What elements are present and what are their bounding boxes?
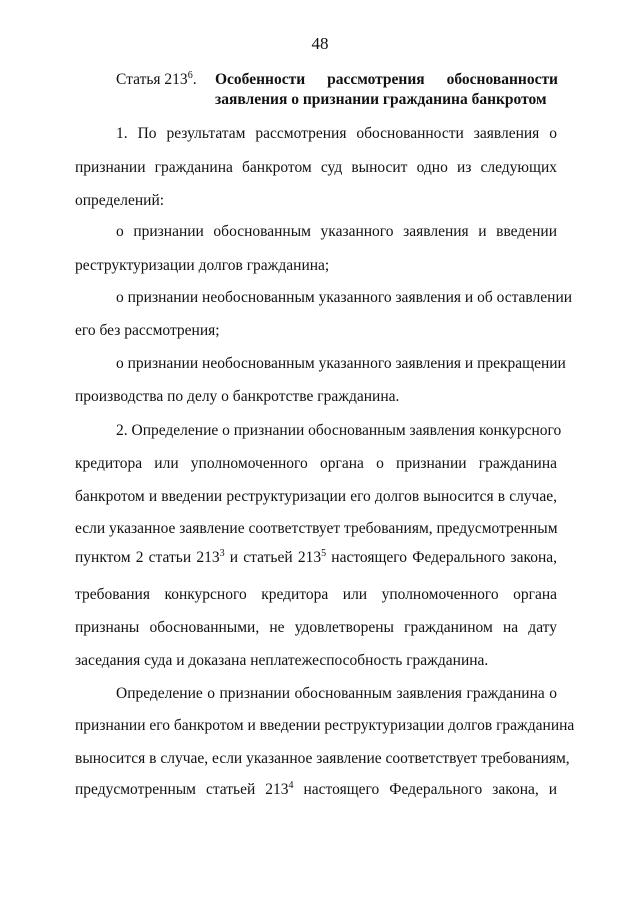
text-line: заседания суда и доказана неплатежеспособность гражданина. [75,652,489,669]
text-line: его без рассмотрения; [75,322,220,339]
text-line: если указанное заявление соответствует требованиям, предусмотренным [75,520,558,537]
text-segment: предусмотренным статьей 213 [75,781,289,798]
text-line: реструктуризации долгов гражданина; [75,257,330,274]
text-line [75,780,557,800]
superscript: 5 [321,547,327,559]
text-line: признаны обоснованными, не удовлетворены гражданином на дату [75,619,557,636]
text-segment: и статьей 213 [224,549,322,566]
text-segment: настоящего Федерального закона, и [293,781,558,798]
text-line: кредитора или уполномоченного органа о признании гражданина [75,455,557,472]
text-line [75,548,557,568]
text-line: признании гражданина банкротом суд выносит одно из следующих [75,159,557,176]
text-line: признании его банкротом и введении реструктуризации долгов гражданина [75,717,575,734]
text-line: о признании необоснованным указанного заявления и прекращении [116,355,566,372]
text-segment: пунктом 2 статьи 213 [75,549,220,566]
text-segment: настоящего Федерального закона, [326,549,557,566]
article-title [215,70,558,110]
text-line: производства по делу о банкротстве гражданина. [75,388,400,405]
text-line: выносится в случае, если указанное заявление соответствует требованиям, [75,750,570,767]
text-line: о признании обоснованным указанного заявления и введении [116,223,557,240]
article-title-line-2: заявления о признании гражданина банкротом [215,91,547,108]
text-line: 2. Определение о признании обоснованным заявления конкурсного [116,422,562,439]
article-title-line-1: Особенности рассмотрения обоснованности [215,71,558,88]
superscript: 3 [219,547,225,559]
superscript: 4 [288,779,294,791]
text-line: о признании необоснованным указанного заявления и об оставлении [116,289,573,306]
text-line: 1. По результатам рассмотрения обоснованности заявления о [116,125,557,142]
article-label-superscript: 6 [187,69,193,81]
article-label [116,70,197,90]
text-line: банкротом и введении реструктуризации его долгов выносится в случае, [75,488,557,505]
page-number: 48 [311,34,329,53]
article-label-text: Статья 213 [116,71,188,88]
article-label-dot: . [192,71,197,88]
text-line: Определение о признании обоснованным заявления гражданина о [116,685,557,702]
text-line: требования конкурсного кредитора или уполномоченного органа [75,586,557,603]
text-line: определений: [75,192,165,209]
